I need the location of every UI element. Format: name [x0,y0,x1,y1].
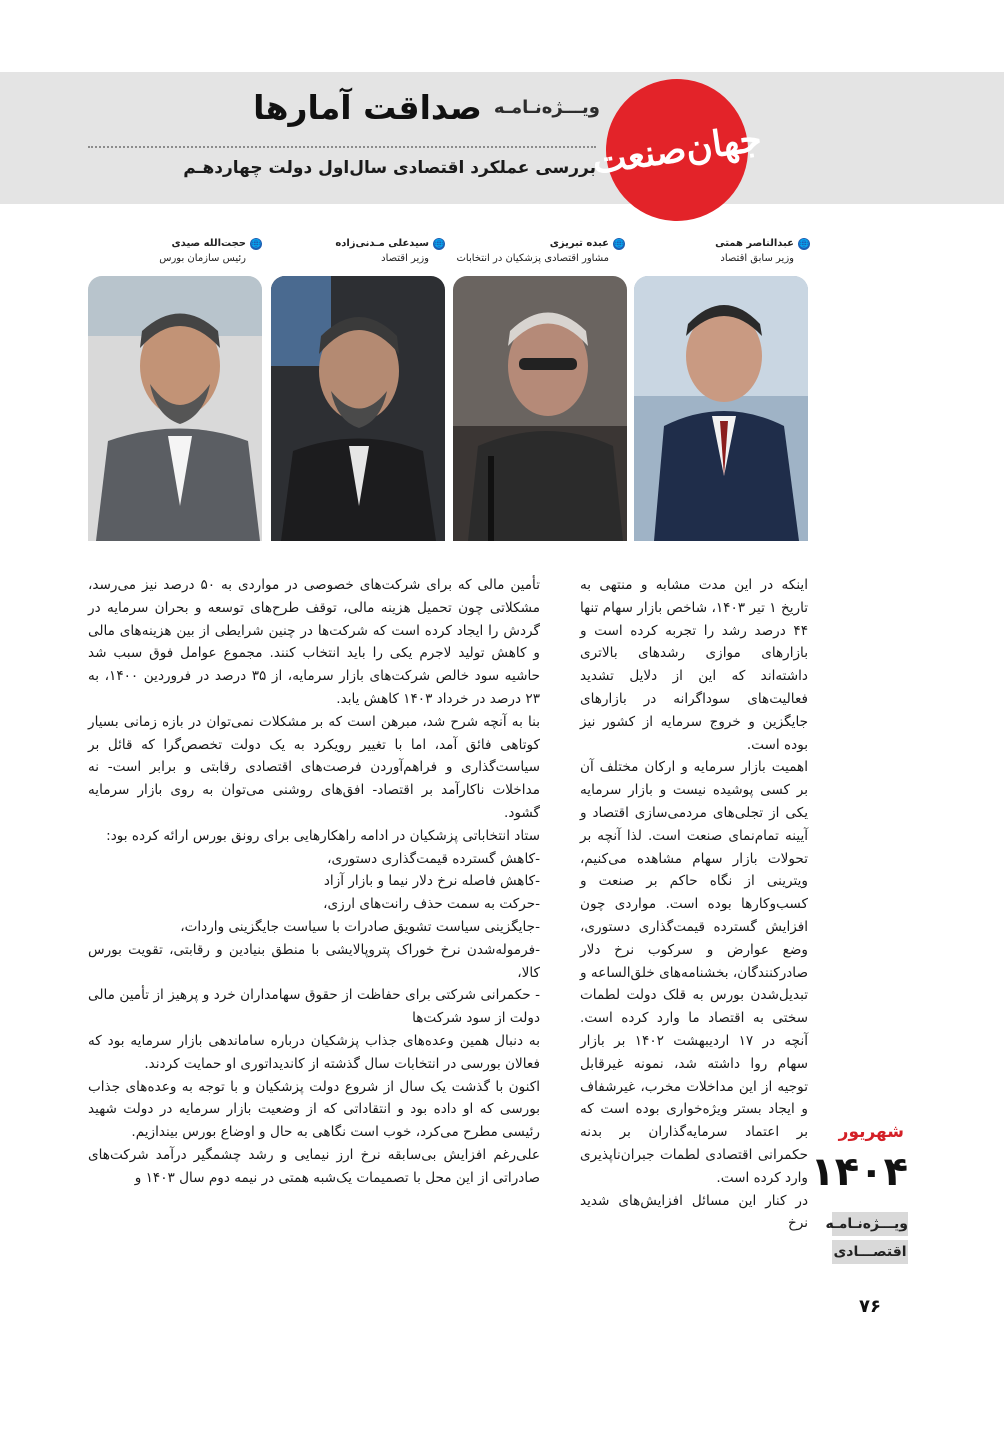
paragraph: اهمیت بازار سرمایه و ارکان مختلف آن بر کسی پوشیده نیست و بازار سرمایه یکی از تجلی‌های مردمی‌سازی اقتصاد و آیینه تمام‌نمای صنعت است. لذا آنچه بر تحولات بازار سهام مشاهده می‌کنیم، ویترینی از نگاه حاکم بر صنعت و کسب‌وکارها بوده است. مواردی چون افزایش گسترده قیمت‌گذاری دستوری، وضع عوارض و سرکوب نرخ دلار صادرکنندگان، بخشنامه‌های خلق‌الساعه و تبدیل‌شدن بورس به قلک دولت لطمات سختی به اقتصاد ما وارد کرده است. آنچه در ۱۷ اردیبهشت ۱۴۰۲ بر بازار سهام روا داشته شد، نمونه غیرقابل توجیه از این مداخلات مخرب، غیرشفاف و ایجاد بستر ویژه‌خواری بوده است که بر اعتماد سرمایه‌گذاران بر بدنه حکمرانی اقتصادی لطمات جبران‌ناپذیری وارد کرده است. [580,759,809,1186]
article-column-left [88,574,540,1190]
paragraph: علی‌رغم افزایش بی‌سابقه نرخ ارز نیمایی و رشد چشمگیر درآمد شرکت‌های صادراتی از این محل با تصمیمات یک‌شبه همتی در نیمه دوم سال ۱۴۰۳ و [88,1146,540,1186]
list-item: -جایگزینی سیاست تشویق صادرات با سیاست جایگزینی واردات، [180,918,540,935]
list-item: -فرموله‌شدن نرخ خوراک پتروپالایشی با منطق بنیادین و رقابتی، تقویت بورس کالا، [88,941,540,981]
photo-person-2 [453,276,627,541]
paragraph: بنا به آنچه شرح شد، مبرهن است که بر مشکلات نمی‌توان در بازه زمانی بسیار کوتاهی فائق آمد، اما با تغییر رویکرد به یک دولت تخصص‌گرا که قائل بر سیاست‌گذاری و فراهم‌آوردن فرصت‌های اقتصادی رقابتی و برابر است- نه مداخلات ناکارآمد بر اقتصاد- افق‌های روشنی می‌توان به روی بازار سرمایه گشود. [88,713,540,821]
jahan-sanat-logo: جهان‌صنعت [597,70,757,230]
caption-person-2: 🌐 عبده تبریزی مشاور اقتصادی پزشکیان در انتخابات [456,238,624,264]
globe-icon: 🌐 [434,238,444,248]
paragraph: در کنار این مسائل افزایش‌های شدید نرخ [580,1192,808,1232]
issue-label-line2: اقتصـــادی [832,1240,908,1264]
list-item: -کاهش گسترده قیمت‌گذاری دستوری، [327,850,540,867]
supplement-title [240,84,600,130]
caption-person-1: 🌐 عبدالناصر همتی وزیر سابق اقتصاد [715,238,809,264]
title-small: ویـــژه‌نـامـه [493,96,600,118]
issue-label-line1: ویـــژه‌نـامـه [832,1212,908,1236]
list-item: -کاهش فاصله نرخ دلار نیما و بازار آزاد [323,873,540,890]
paragraph: به دنبال همین وعده‌های جذاب پزشکیان درباره ساماندهی بازار سرمایه بود که فعالان بورسی در انتخابات سال گذشته از کاندیداتوری او حمایت کردند. [88,1032,540,1072]
globe-icon: 🌐 [614,238,624,248]
dotted-divider [88,146,596,148]
subtitle: بررسی عملکرد اقتصادی سال‌اول دولت چهاردهـم [183,158,596,178]
paragraph: تأمین مالی که برای شرکت‌های خصوصی در مواردی به ۵۰ درصد نیز می‌رسد، مشکلاتی چون تحمیل هزینه مالی، توقف طرح‌های توسعه و بحران سرمایه در گردش را ایجاد کرده است که شرکت‌ها در چنین شرایطی از بین هزینه‌های مالی و کاهش تولید لاجرم یکی را باید انتخاب کنند. مجموع عوامل فوق سبب شد حاشیه سود خالص شرکت‌های بازار سرمایه، از ۳۵ درصد در فروردین ۱۴۰۰، به ۲۳ درصد در خرداد ۱۴۰۳ کاهش یابد. [88,577,541,707]
list-item: - حکمرانی شرکتی برای حفاظت از حقوق سهامداران خرد و پرهیز از تأمین مالی دولت از سود شرکت‌ها [88,987,540,1027]
globe-icon: 🌐 [799,238,809,248]
paragraph: اینکه در این مدت مشابه و منتهی به تاریخ ۱ تیر ۱۴۰۳، شاخص بازار سهام تنها ۴۴ درصد رشد را تجربه کرده است و بازارهای موازی رشدهای بالاتری داشته‌اند که این از دلایل تشدید فعالیت‌های سوداگرانه در بازارهای جایگزین و خروج سرمایه از کشور نیز بوده است. [580,577,808,753]
issue-month: شهریور [838,1122,904,1142]
title-main: صداقت آمارها [253,87,482,127]
article-column-right [580,574,808,1235]
photo-person-1 [634,276,808,541]
paragraph: اکنون با گذشت یک سال از شروع دولت پزشکیان و با توجه به وعده‌های جذاب بورسی که او داده بود و انتقاداتی که از وضعیت بازار سرمایه در دولت شهید رئیسی مطرح می‌کرد، خوب است نگاهی به حال و اوضاع بورس بیندازیم. [88,1078,540,1141]
paragraph: ستاد انتخاباتی پزشکیان در ادامه راهکارهایی برای رونق بورس ارائه کرده بود: [106,827,540,844]
page-number: ۷۶ [859,1296,881,1317]
issue-year: ۱۴۰۴ [810,1149,908,1195]
caption-person-4: 🌐 حجت‌الله صیدی رئیس سازمان بورس [159,238,261,264]
list-item: -حرکت به سمت حذف رانت‌های ارزی، [323,896,540,913]
globe-icon: 🌐 [251,238,261,248]
photo-person-4 [88,276,262,541]
caption-person-3: 🌐 سیدعلی مـدنی‌زاده وزیر اقتصاد [335,238,444,264]
photo-person-3 [271,276,445,541]
